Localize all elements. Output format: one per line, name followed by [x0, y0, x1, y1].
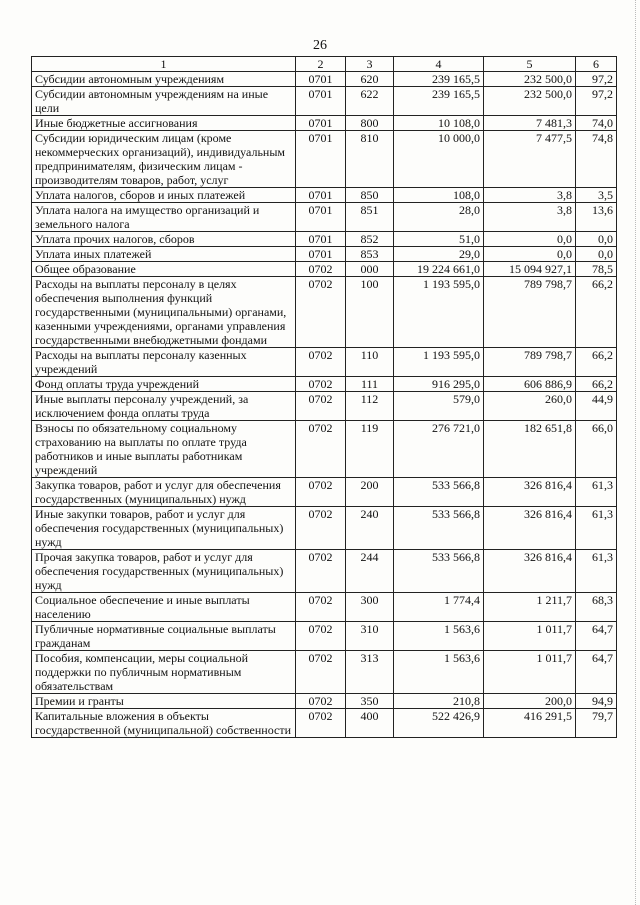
- table-row: [32, 116, 617, 131]
- cell-section: 0702: [296, 622, 346, 651]
- cell-plan: 1 563,6: [394, 622, 484, 651]
- cell-percent: 61,3: [576, 507, 617, 550]
- cell-section: 0702: [296, 478, 346, 507]
- cell-section: 0702: [296, 277, 346, 348]
- table-row: [32, 277, 617, 348]
- cell-plan: 239 165,5: [394, 87, 484, 116]
- cell-actual: 1 211,7: [484, 593, 576, 622]
- cell-percent: 68,3: [576, 593, 617, 622]
- table-row: [32, 72, 617, 87]
- header-col-5: 5: [484, 57, 576, 72]
- cell-name: Иные закупки товаров, работ и услуг для обеспечения государственных (муниципальных) нужд: [32, 507, 296, 550]
- cell-percent: 66,2: [576, 277, 617, 348]
- cell-plan: 916 295,0: [394, 377, 484, 392]
- cell-name: Взносы по обязательному социальному страхованию на выплаты по оплате труда работников и иные выплаты работникам учреждений: [32, 421, 296, 478]
- cell-expense-type: 853: [346, 247, 394, 262]
- cell-actual: 416 291,5: [484, 709, 576, 738]
- header-col-3: 3: [346, 57, 394, 72]
- cell-name: Пособия, компенсации, меры социальной поддержки по публичным нормативным обязательствам: [32, 651, 296, 694]
- cell-expense-type: 851: [346, 203, 394, 232]
- cell-expense-type: 313: [346, 651, 394, 694]
- table-row: [32, 131, 617, 188]
- cell-expense-type: 200: [346, 478, 394, 507]
- cell-section: 0701: [296, 87, 346, 116]
- cell-percent: 44,9: [576, 392, 617, 421]
- header-col-4: 4: [394, 57, 484, 72]
- cell-percent: 0,0: [576, 232, 617, 247]
- table-row: [32, 392, 617, 421]
- cell-section: 0702: [296, 377, 346, 392]
- cell-percent: 74,8: [576, 131, 617, 188]
- table-row: [32, 232, 617, 247]
- table-row: [32, 622, 617, 651]
- cell-plan: 579,0: [394, 392, 484, 421]
- cell-name: Прочая закупка товаров, работ и услуг для обеспечения государственных (муниципальных) нужд: [32, 550, 296, 593]
- cell-expense-type: 810: [346, 131, 394, 188]
- table-row: [32, 709, 617, 738]
- table-row: [32, 203, 617, 232]
- cell-name: Субсидии юридическим лицам (кроме некоммерческих организаций), индивидуальным предпринимателям, физическим лицам - производителям товаров, работ, услуг: [32, 131, 296, 188]
- cell-plan: 1 193 595,0: [394, 348, 484, 377]
- cell-name: Социальное обеспечение и иные выплаты населению: [32, 593, 296, 622]
- cell-name: Публичные нормативные социальные выплаты гражданам: [32, 622, 296, 651]
- cell-percent: 94,9: [576, 694, 617, 709]
- cell-expense-type: 119: [346, 421, 394, 478]
- cell-actual: 326 816,4: [484, 550, 576, 593]
- cell-percent: 61,3: [576, 550, 617, 593]
- cell-name: Иные бюджетные ассигнования: [32, 116, 296, 131]
- cell-name: Расходы на выплаты персоналу казенных учреждений: [32, 348, 296, 377]
- cell-plan: 1 774,4: [394, 593, 484, 622]
- cell-actual: 0,0: [484, 247, 576, 262]
- table-header-row: [32, 57, 617, 72]
- cell-plan: 1 563,6: [394, 651, 484, 694]
- budget-table: [31, 56, 617, 738]
- cell-section: 0702: [296, 392, 346, 421]
- cell-section: 0701: [296, 188, 346, 203]
- cell-actual: 1 011,7: [484, 622, 576, 651]
- cell-actual: 3,8: [484, 203, 576, 232]
- cell-actual: 7 477,5: [484, 131, 576, 188]
- cell-actual: 232 500,0: [484, 87, 576, 116]
- table-row: [32, 188, 617, 203]
- cell-name: Закупка товаров, работ и услуг для обеспечения государственных (муниципальных) нужд: [32, 478, 296, 507]
- cell-actual: 260,0: [484, 392, 576, 421]
- cell-section: 0701: [296, 116, 346, 131]
- cell-expense-type: 244: [346, 550, 394, 593]
- cell-section: 0701: [296, 232, 346, 247]
- table-row: [32, 87, 617, 116]
- cell-plan: 29,0: [394, 247, 484, 262]
- table-row: [32, 651, 617, 694]
- cell-percent: 97,2: [576, 72, 617, 87]
- cell-percent: 79,7: [576, 709, 617, 738]
- cell-actual: 326 816,4: [484, 507, 576, 550]
- scan-edge-line: [634, 0, 636, 905]
- cell-actual: 200,0: [484, 694, 576, 709]
- cell-actual: 789 798,7: [484, 277, 576, 348]
- cell-expense-type: 000: [346, 262, 394, 277]
- table-row: [32, 262, 617, 277]
- cell-percent: 64,7: [576, 622, 617, 651]
- cell-expense-type: 110: [346, 348, 394, 377]
- cell-plan: 51,0: [394, 232, 484, 247]
- cell-plan: 533 566,8: [394, 550, 484, 593]
- cell-expense-type: 620: [346, 72, 394, 87]
- table-body: [32, 72, 617, 738]
- table-row: [32, 421, 617, 478]
- cell-name: Субсидии автономным учреждениям на иные цели: [32, 87, 296, 116]
- cell-expense-type: 112: [346, 392, 394, 421]
- cell-section: 0702: [296, 651, 346, 694]
- cell-expense-type: 850: [346, 188, 394, 203]
- cell-name: Уплата иных платежей: [32, 247, 296, 262]
- cell-expense-type: 400: [346, 709, 394, 738]
- cell-name: Уплата налога на имущество организаций и земельного налога: [32, 203, 296, 232]
- cell-name: Расходы на выплаты персоналу в целях обеспечения выполнения функций государственными (муниципальными) органами, казенными учреждениями, органами управления государственными внебюджетными фондами: [32, 277, 296, 348]
- cell-section: 0701: [296, 131, 346, 188]
- cell-expense-type: 852: [346, 232, 394, 247]
- cell-percent: 66,0: [576, 421, 617, 478]
- cell-actual: 182 651,8: [484, 421, 576, 478]
- cell-expense-type: 300: [346, 593, 394, 622]
- cell-section: 0701: [296, 247, 346, 262]
- table-row: [32, 507, 617, 550]
- cell-expense-type: 800: [346, 116, 394, 131]
- cell-plan: 276 721,0: [394, 421, 484, 478]
- cell-percent: 74,0: [576, 116, 617, 131]
- cell-percent: 3,5: [576, 188, 617, 203]
- cell-plan: 522 426,9: [394, 709, 484, 738]
- cell-percent: 0,0: [576, 247, 617, 262]
- table-row: [32, 550, 617, 593]
- cell-percent: 66,2: [576, 348, 617, 377]
- cell-plan: 19 224 661,0: [394, 262, 484, 277]
- cell-expense-type: 622: [346, 87, 394, 116]
- cell-section: 0702: [296, 694, 346, 709]
- cell-expense-type: 350: [346, 694, 394, 709]
- cell-actual: 789 798,7: [484, 348, 576, 377]
- cell-section: 0702: [296, 507, 346, 550]
- cell-section: 0702: [296, 550, 346, 593]
- cell-percent: 13,6: [576, 203, 617, 232]
- cell-name: Субсидии автономным учреждениям: [32, 72, 296, 87]
- cell-plan: 1 193 595,0: [394, 277, 484, 348]
- cell-section: 0702: [296, 593, 346, 622]
- table-row: [32, 377, 617, 392]
- table-row: [32, 348, 617, 377]
- cell-name: Премии и гранты: [32, 694, 296, 709]
- cell-percent: 97,2: [576, 87, 617, 116]
- table-row: [32, 478, 617, 507]
- cell-section: 0702: [296, 348, 346, 377]
- cell-actual: 606 886,9: [484, 377, 576, 392]
- cell-name: Капитальные вложения в объекты государственной (муниципальной) собственности: [32, 709, 296, 738]
- cell-expense-type: 240: [346, 507, 394, 550]
- cell-actual: 3,8: [484, 188, 576, 203]
- cell-percent: 66,2: [576, 377, 617, 392]
- cell-name: Фонд оплаты труда учреждений: [32, 377, 296, 392]
- cell-plan: 10 108,0: [394, 116, 484, 131]
- cell-actual: 1 011,7: [484, 651, 576, 694]
- cell-percent: 78,5: [576, 262, 617, 277]
- cell-expense-type: 310: [346, 622, 394, 651]
- table-row: [32, 694, 617, 709]
- cell-actual: 0,0: [484, 232, 576, 247]
- cell-expense-type: 111: [346, 377, 394, 392]
- cell-percent: 64,7: [576, 651, 617, 694]
- cell-actual: 326 816,4: [484, 478, 576, 507]
- cell-plan: 533 566,8: [394, 478, 484, 507]
- header-col-1: 1: [32, 57, 296, 72]
- cell-plan: 239 165,5: [394, 72, 484, 87]
- cell-name: Уплата прочих налогов, сборов: [32, 232, 296, 247]
- cell-section: 0702: [296, 709, 346, 738]
- cell-plan: 10 000,0: [394, 131, 484, 188]
- cell-section: 0702: [296, 421, 346, 478]
- cell-plan: 108,0: [394, 188, 484, 203]
- table-row: [32, 247, 617, 262]
- cell-percent: 61,3: [576, 478, 617, 507]
- cell-name: Общее образование: [32, 262, 296, 277]
- cell-actual: 232 500,0: [484, 72, 576, 87]
- header-col-2: 2: [296, 57, 346, 72]
- cell-section: 0702: [296, 262, 346, 277]
- cell-actual: 15 094 927,1: [484, 262, 576, 277]
- cell-plan: 210,8: [394, 694, 484, 709]
- cell-plan: 28,0: [394, 203, 484, 232]
- cell-section: 0701: [296, 72, 346, 87]
- cell-name: Уплата налогов, сборов и иных платежей: [32, 188, 296, 203]
- cell-section: 0701: [296, 203, 346, 232]
- table-row: [32, 593, 617, 622]
- cell-name: Иные выплаты персоналу учреждений, за исключением фонда оплаты труда: [32, 392, 296, 421]
- cell-plan: 533 566,8: [394, 507, 484, 550]
- cell-actual: 7 481,3: [484, 116, 576, 131]
- header-col-6: 6: [576, 57, 617, 72]
- cell-expense-type: 100: [346, 277, 394, 348]
- page-number: 26: [313, 38, 327, 53]
